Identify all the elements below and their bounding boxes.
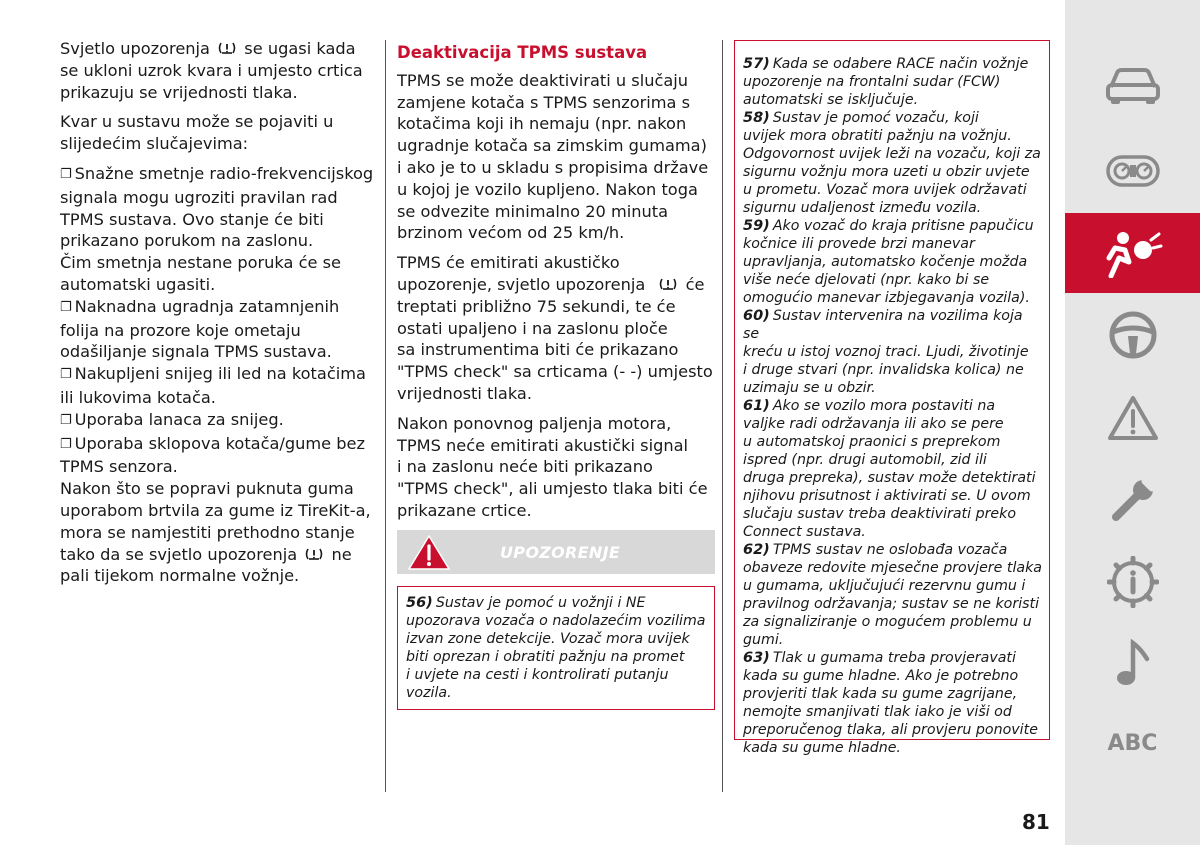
- column-divider: [385, 40, 386, 792]
- note-61: 61) Ako se vozilo mora postaviti na valjke radi održavanja ili ako se pere u automatskoj praonici s preprekom ispred (npr. drugi automobil, zid ili druga prepreka), sustav može detektirati njihovu prisutnost i aktivirati se. U ovom slučaju sustav treba deaktivirati preko Connect sustava.: [743, 398, 1036, 540]
- warning-banner: [397, 530, 715, 574]
- warning-triangle-icon: [407, 534, 451, 572]
- sidebar-item-maintenance[interactable]: [1065, 460, 1200, 540]
- sidebar-item-car[interactable]: [1065, 45, 1200, 125]
- note-57: 57) Kada se odabere RACE način vožnje upozorenje na frontalni sudar (FCW) automatski se isključuje.: [743, 56, 1029, 108]
- column-right: [734, 40, 1050, 756]
- info-gear-icon: [1107, 556, 1159, 608]
- note-59: 59) Ako vozač do kraja pritisne papučicu kočnice ili provede brzi manevar upravljanja, automatsko kočenje možda više neće djelovati (npr. kako bi se omogućio manevar izbjegavanja vozila).: [743, 218, 1034, 306]
- car-icon: [1105, 65, 1161, 105]
- column-divider: [722, 40, 723, 792]
- column-middle: [397, 38, 715, 710]
- note-63: 63) Tlak u gumama treba provjeravati kada su gume hladne. Ako je potrebno provjeriti tlak kada su gume zagrijane, nemojte smanjivati tlak iako je viši od preporučenog tlaka, ali provjeru ponovite kada su gume hladne.: [743, 650, 1038, 756]
- sidebar-item-technical-data[interactable]: [1065, 542, 1200, 622]
- checkbox-bullet-icon: ❐: [60, 166, 72, 182]
- list-item: ❐ Uporaba sklopova kotača/gume bez: [60, 433, 366, 453]
- checkbox-bullet-icon: ❐: [60, 436, 72, 452]
- tpms-warning-icon: [658, 276, 678, 292]
- sidebar-item-multimedia[interactable]: [1065, 624, 1200, 704]
- chapter-sidebar: [1065, 0, 1200, 845]
- airbag-icon: [1103, 228, 1163, 278]
- tpms-warning-icon: [304, 546, 324, 562]
- sidebar-item-emergency[interactable]: [1065, 378, 1200, 458]
- fault-list: ❐ Snažne smetnje radio-frekvencijskog signala mogu ugroziti pravilan rad TPMS sustava. Ovo stanje će biti prikazano porukom na zaslonu. Čim smetnja nestane poruka će se automatski ugasiti. ❐ Naknadna ugradnja zatamnjenih folija na prozore koje ometaju odašiljanje signala TPMS sustava. ❐ Nakupljeni snijeg ili led na kotačima ili lukovima kotača. ❐ Uporaba lanaca za snijeg. ❐ Uporaba sklopova kotača/gume bez TPMS senzora. Nakon što se popravi puknuta guma uporabom brtvila za gume iz TireKit-a, mora se namjestiti prethodno stanje tako da se svjetlo upozorenja ne pali tijekom normalne vožnje.: [60, 163, 378, 587]
- list-item: ❐ Naknadna ugradnja zatamnjenih: [60, 296, 340, 316]
- paragraph-restart: Nakon ponovnog paljenja motora, TPMS neće emitirati akustički signal i na zaslonu neće biti prikazano "TPMS check", ali umjesto tlaka biti će prikazane crtice.: [397, 413, 708, 520]
- paragraph-deactivation: TPMS se može deaktivirati u slučaju zamjene kotača s TPMS senzorima s kotačima koji ih nemaju (npr. nakon ugradnje kotača sa zimskim gumama) i ako je to u skladu s propisima države u kojoj je vozilo kupljeno. Nakon toga se odvezite minimalno 20 minuta brzinom većom od 25 km/h.: [397, 70, 709, 243]
- paragraph-warning-light-off: Svjetlo upozorenja se ugasi kada se ukloni uzrok kvara i umjesto crtica prikazuju se vrijednosti tlaka.: [60, 39, 363, 102]
- sidebar-item-safety[interactable]: [1065, 213, 1200, 293]
- note-56: 56) Sustav je pomoć u vožnji i NE upozorava vozača o nadolazećim vozilima izvan zone detekcije. Vozač mora uvijek biti oprezan i obratiti pažnju na promet i uvjete na cesti i kontrolirati putanju vozila.: [406, 594, 706, 701]
- sidebar-item-dashboard[interactable]: [1065, 131, 1200, 211]
- music-note-icon: [1113, 639, 1153, 689]
- list-item: ❐ Snažne smetnje radio-frekvencijskog: [60, 163, 374, 183]
- paragraph-acoustic-warning: TPMS će emitirati akustičko upozorenje, svjetlo upozorenja će treptati približno 75 sekundi, te će ostati upaljeno i na zaslonu ploče sa instrumentima biti će prikazano "TPMS check" sa crticama (- -) umjesto vrijednosti tlaka.: [397, 253, 713, 403]
- sidebar-item-driving[interactable]: [1065, 295, 1200, 375]
- sidebar-item-index[interactable]: ABC: [1107, 731, 1158, 756]
- dashboard-icon: [1105, 151, 1161, 191]
- checkbox-bullet-icon: ❐: [60, 367, 72, 383]
- warning-note-box: [397, 586, 715, 710]
- wrench-icon: [1108, 475, 1158, 525]
- list-item: ❐ Nakupljeni snijeg ili led na kotačima: [60, 364, 366, 384]
- section-heading: Deaktivacija TPMS sustava: [397, 43, 648, 62]
- warning-triangle-icon: [1107, 395, 1159, 441]
- note-62: 62) TPMS sustav ne oslobađa vozača obaveze redovite mjesečne provjere tlaka u gumama, uključujući rezervnu gumu i pravilnog održavanja; sustav se ne koristi za signaliziranje o mogućem problemu u gumi.: [743, 542, 1042, 648]
- note-58: 58) Sustav je pomoć vozaču, koji uvijek mora obratiti pažnju na vožnju. Odgovornost uvijek leži na vozaču, koji za sigurnu vožnju mora uzeti u obzir uvjete u prometu. Vozač mora uvijek održavati sigurnu udaljenost između vozila.: [743, 110, 1041, 216]
- page-number: 81: [1022, 810, 1050, 834]
- column-left: [60, 38, 378, 587]
- notes-box: [734, 40, 1050, 756]
- list-item: ❐ Uporaba lanaca za snijeg.: [60, 409, 284, 429]
- tpms-warning-icon: [217, 40, 237, 56]
- note-60: 60) Sustav intervenira na vozilima koja se kreću u istoj voznoj traci. Ljudi, životinje i druge stvari (npr. invalidska kolica) ne uzimaju se u obzir.: [743, 308, 1029, 396]
- checkbox-bullet-icon: ❐: [60, 412, 72, 428]
- paragraph-fault-cases: Kvar u sustavu može se pojaviti u slijedećim slučajevima:: [60, 112, 334, 154]
- checkbox-bullet-icon: ❐: [60, 299, 72, 315]
- warning-label: UPOZORENJE: [500, 542, 621, 562]
- steering-wheel-icon: [1108, 310, 1158, 360]
